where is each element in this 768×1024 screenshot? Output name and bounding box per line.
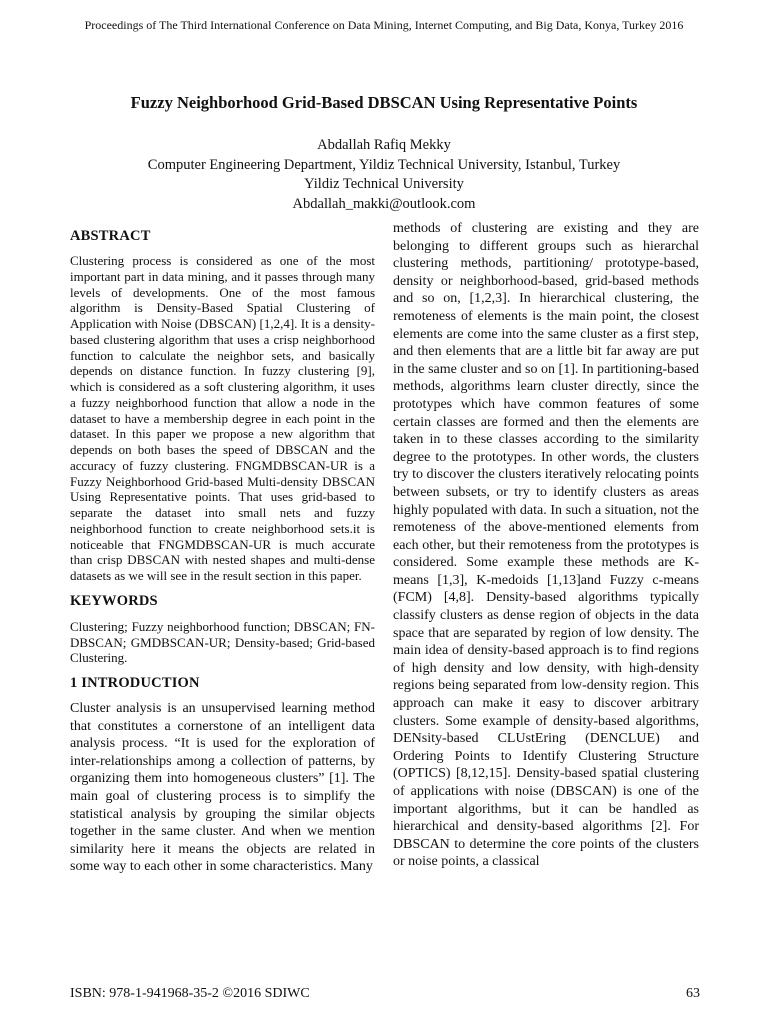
paper-title: Fuzzy Neighborhood Grid-Based DBSCAN Using Representative Points	[130, 93, 638, 112]
right-column	[393, 220, 699, 871]
introduction-text-left: Cluster analysis is an unsupervised learning method that constitutes a cornerstone of an intelligent data analysis process. “It is used for the exploration of inter-relationships among a collection of patterns, by organizing them into homogeneous clusters” [1]. The main goal of clustering process is to simplify the statistical analysis by grouping the similar objects together in the same cluster. And when we mention similarity here it means the objects are related in some way to each other in some characteristics. Many	[70, 701, 375, 875]
author-name: Abdallah Rafiq Mekky	[317, 137, 451, 153]
page-number: 63	[686, 986, 700, 1001]
author-block	[0, 136, 768, 214]
left-column	[70, 228, 375, 876]
keywords-heading: KEYWORDS	[70, 592, 158, 609]
running-head: Proceedings of The Third International Conference on Data Mining, Internet Computing, and Big Data, Konya, Turkey 2016	[84, 18, 684, 32]
abstract-heading: ABSTRACT	[70, 228, 151, 244]
keywords-text: Clustering; Fuzzy neighborhood function; DBSCAN; FN-DBSCAN; GMDBSCAN-UR; Density-based; Grid-based Clustering.	[70, 618, 375, 666]
isbn-copyright: ISBN: 978-1-941968-35-2 ©2016 SDIWC	[70, 986, 310, 1001]
author-institution: Yildiz Technical University	[304, 176, 464, 192]
author-affiliation: Computer Engineering Department, Yildiz Technical University, Istanbul, Turkey	[147, 156, 621, 173]
abstract-text: Clustering process is considered as one of the most important part in data mining, and it passes through many levels of developments. One of the most famous algorithm is Density-Based Spatial Clustering of Application with Noise (DBSCAN) [1,2,4]. It is a density-based clustering algorithm that uses a crisp neighborhood function to calculate the neighbor sets, and basically depends on distance function. In fuzzy clustering [9], which is considered as a soft clustering algorithm, it uses a fuzzy neighborhood function that allow a node in the dataset to have a membership degree in each point in the dataset. In this paper we propose a new algorithm that depends on both bases the speed of DBSCAN and the accuracy of fuzzy clustering. FNGMDBSCAN-UR is a Fuzzy Neighborhood Grid-based Multi-density DBSCAN Using Representative points. That uses grid-based to separate the dataset into small nets and fuzzy neighborhood function to create neighborhood sets.it is noticeable that FNGMDBSCAN-UR is much accurate than crisp DBSCAN with nested shapes and multi-dense datasets as we will see in the result section in this paper.	[70, 253, 375, 583]
introduction-text-right: methods of clustering are existing and they are belonging to different groups such as hierarchal clustering methods, partitioning/ prototype-based, density or neighborhood-based, grid-based methods and so on, [1,2,3]. In hierarchical clustering, the remoteness of elements is the main point, the closest elements are come into the same cluster as a first step, and then elements that are a little bit far away are put in the same cluster and so on [1]. In partitioning-based methods, algorithms learn cluster directly, since the prototypes which have common features of some certain classes are formed and then the elements are taken in to these classes according to the similarity degree to the prototypes. In other words, the clusters try to discover the clusters iteratively relocating points between subsets, or try to identify clusters as areas highly populated with data. In such a situation, not the remoteness of the above-mentioned elements from each other, but their remoteness from the prototypes is considered. Some example these methods are K-means [1,3], K-medoids [1,13]and Fuzzy c-means (FCM) [4,8]. Density-based algorithms typically classify clusters as dense region of objects in the data space that are separated by region of low density. The main idea of density-based approach is to find regions of high density and low density, with high-density regions being separated from low-density region. This approach can make it easy to discover arbitrary clusters. Some example of density-based algorithms, DENsity-based CLUstEring (DENCLUE) and Ordering Points to Identify Clustering Structure (OPTICS) [8,12,15]. Density-based spatial clustering of applications with noise (DBSCAN) is one of the important algorithms, but it can be handled as hierarchical and density-based algorithms [2]. For DBSCAN to determine the core points of the clusters or noise points, a classical	[393, 221, 699, 870]
author-email: Abdallah_makki@outlook.com	[292, 195, 476, 212]
introduction-heading: 1 INTRODUCTION	[70, 675, 200, 691]
